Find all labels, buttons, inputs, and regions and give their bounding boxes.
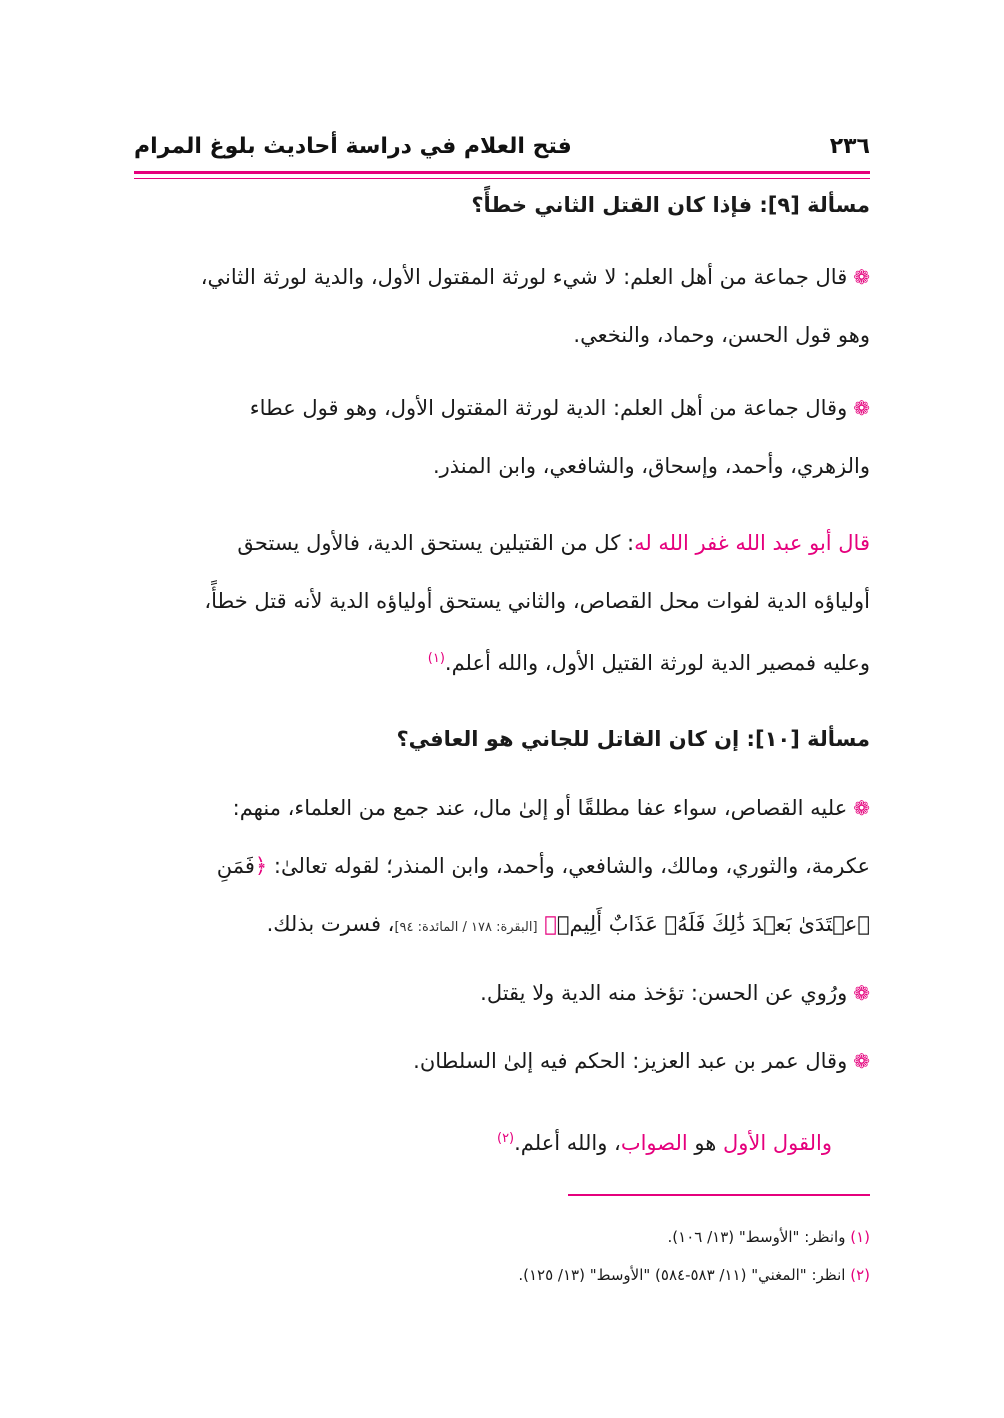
- rosette-icon: ❁: [853, 1049, 870, 1073]
- footnote-separator: [568, 1194, 870, 1196]
- q10-paragraph-3: ❁وقال عمر بن عبد العزيز: الحكم فيه إلىٰ السلطان.: [413, 1049, 870, 1073]
- quran-open-bracket: ﴿: [254, 854, 268, 878]
- header-rule-thin: [134, 178, 870, 179]
- q10-paragraph-1: ❁عليه القصاص، سواء عفا مطلقًا أو إلىٰ مال، عند جمع من العلماء، منهم: عكرمة، والثوري، ومالك، والشافعي، وأحمد، وابن المنذر؛ لقوله تعالىٰ: ﴿فَمَنِ ٱعۡتَدَىٰ بَعۡدَ ذَٰلِكَ فَلَهُۥ عَذَابٌ أَلِيمٞ﴾ [البقرة: ١٧٨ / المائدة: ٩٤]، فسرت بذلك.: [216, 796, 870, 936]
- running-title: فتح العلام في دراسة أحاديث بلوغ المرام: [134, 134, 572, 159]
- quran-close-bracket: ﴾: [544, 912, 557, 936]
- question-10-heading: مسألة [١٠]: إن كان القاتل للجاني هو العافي؟: [396, 727, 870, 751]
- footnote-1-number: (١): [850, 1228, 870, 1246]
- question-9-heading: مسألة [٩]: فإذا كان القتل الثاني خطأً؟: [471, 193, 870, 217]
- quran-verse-part-1: فَمَنِ: [216, 854, 255, 878]
- footnote-ref-2[interactable]: (٢): [496, 1131, 515, 1146]
- q9-paragraph-1: ❁قال جماعة من أهل العلم: لا شيء لورثة المقتول الأول، والدية لورثة الثاني، وهو قول الحسن، وحماد، والنخعي.: [200, 265, 870, 347]
- q10-paragraph-2: ❁ورُوي عن الحسن: تؤخذ منه الدية ولا يقتل.: [480, 981, 870, 1005]
- q9-author-statement: قال أبو عبد الله غفر الله له: كل من القتيلين يستحق الدية، فالأول يستحق أولياؤه الدية لفوات محل القصاص، والثاني يستحق أولياؤه الدية لأنه قتل خطأً، وعليه فمصير الدية لورثة القتيل الأول، والله أعلم.$^{(١)}$: [204, 531, 870, 675]
- rosette-icon: ❁: [853, 796, 870, 820]
- footnote-2-number: (٢): [850, 1266, 870, 1284]
- footnote-2: (٢) انظر: "المغني" (١١/ ٥٨٣-٥٨٤) "الأوسط" (١٣/ ١٢٥).: [518, 1266, 870, 1284]
- footnote-1: (١) وانظر: "الأوسط" (١٣/ ١٠٦).: [667, 1228, 870, 1246]
- quran-verse-part-2: ٱعۡتَدَىٰ بَعۡدَ ذَٰلِكَ فَلَهُۥ عَذَابٌ أَلِيمٞ: [556, 912, 870, 936]
- page-number: ٢٣٦: [829, 134, 870, 159]
- rosette-icon: ❁: [853, 981, 870, 1005]
- rosette-icon: ❁: [853, 265, 870, 289]
- q10-conclusion: والقول الأول هو الصواب، والله أعلم.$^{(٢)}$: [496, 1131, 832, 1155]
- author-prefix: قال أبو عبد الله غفر الله له: [634, 531, 870, 555]
- footnote-ref-1[interactable]: (١): [427, 651, 445, 666]
- header-rule-thick: [134, 171, 870, 174]
- quran-reference: [البقرة: ١٧٨ / المائدة: ٩٤]: [394, 920, 538, 935]
- q9-paragraph-2: ❁وقال جماعة من أهل العلم: الدية لورثة المقتول الأول، وهو قول عطاء والزهري، وأحمد، وإسحاق، والشافعي، وابن المنذر.: [249, 396, 870, 478]
- page-header: [134, 128, 870, 176]
- rosette-icon: ❁: [853, 396, 870, 420]
